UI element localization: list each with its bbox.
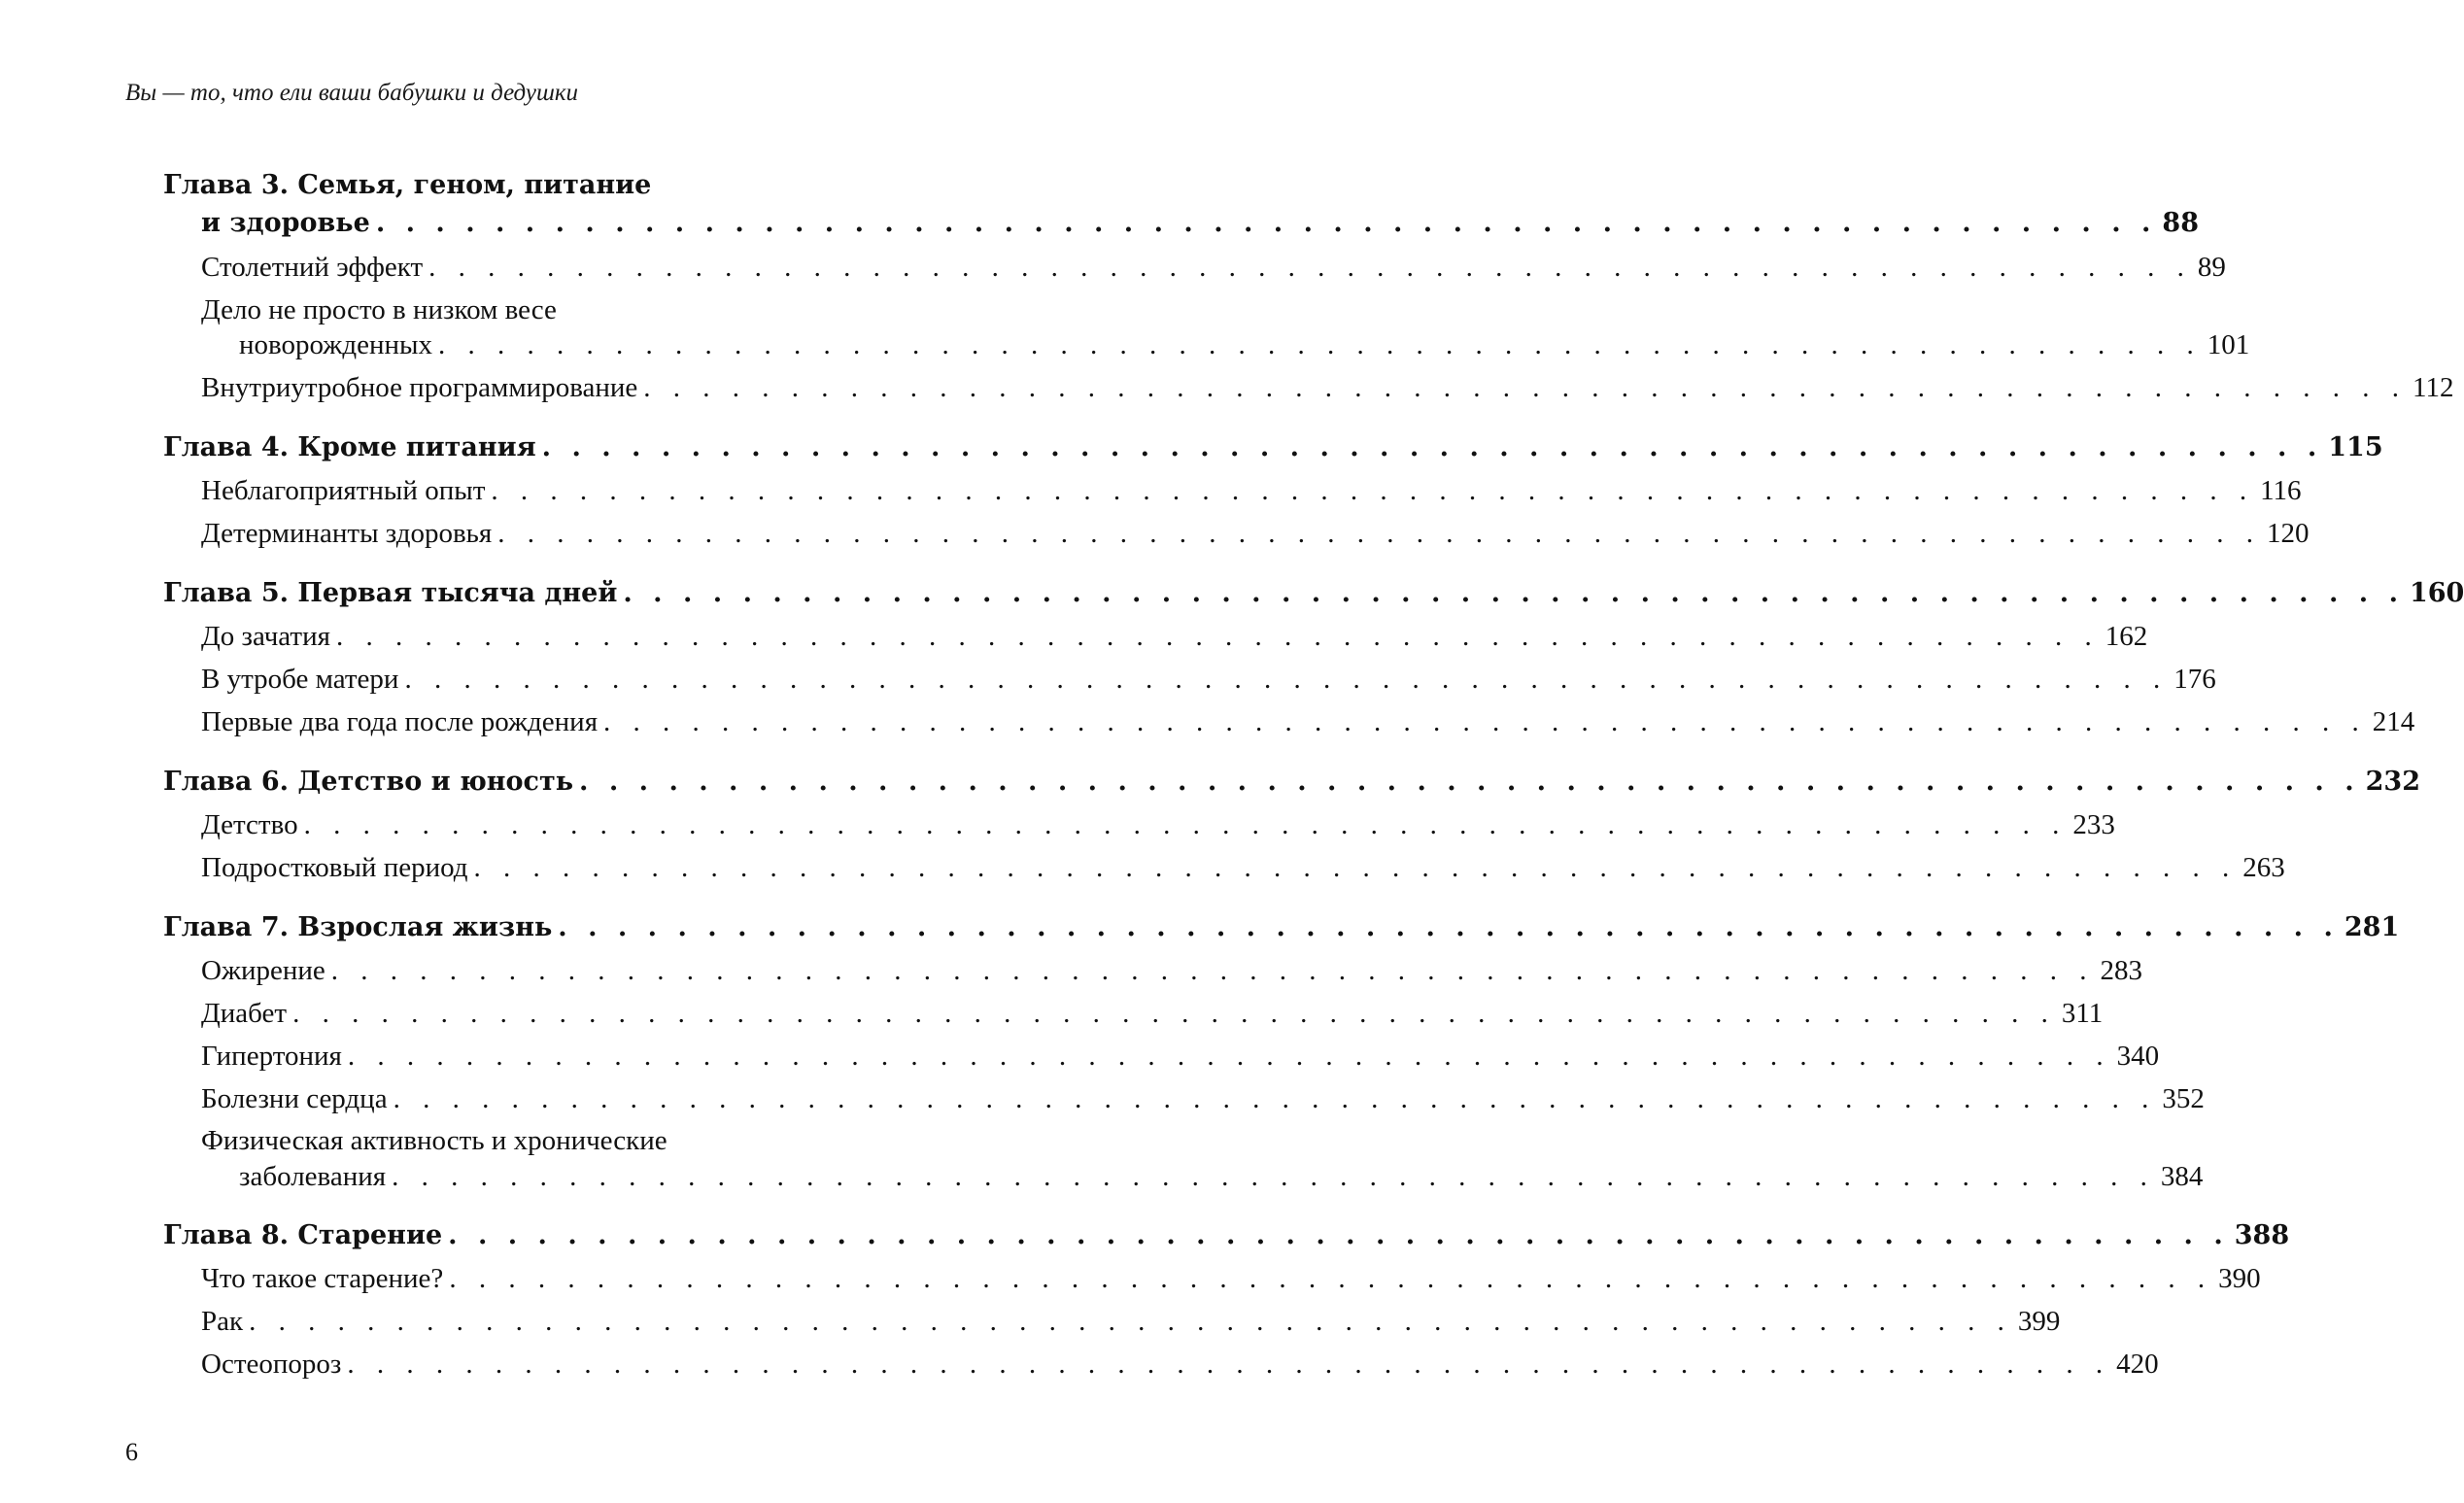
toc-entry-page: 115 (2328, 432, 2383, 462)
toc-entry-title: Гипертония (201, 1041, 342, 1072)
toc-entry-title: Болезни сердца (201, 1083, 388, 1114)
toc-entry-title: До зачатия (201, 621, 330, 652)
toc-entry-page: 232 (2365, 767, 2421, 797)
toc-section[interactable] (201, 953, 2143, 988)
toc-entry-page: 340 (2116, 1041, 2160, 1072)
toc-entry-title: Глава 5. Первая тысяча дней (163, 578, 618, 608)
toc-entry-title: Физическая активность и хронические (201, 1125, 667, 1156)
dot-leader: . . . . . . . . . . . . . . . . . . . . . . . . . . . . . . . . . . . . . . . . . . . . . . . . . . . . . . . . . . . . (558, 912, 2339, 942)
toc-section[interactable] (201, 704, 2415, 739)
toc-chapter-3[interactable] (201, 206, 2199, 241)
toc-section[interactable] (201, 1347, 2159, 1382)
toc-entry-title: Глава 4. Кроме питания (163, 432, 536, 462)
dot-leader: . . . . . . . . . . . . . . . . . . . . . . . . . . . . . . . . . . . . . . . . . . . . . . . . . . . . . . . . . . . . (603, 706, 2367, 737)
toc-entry-page: 162 (2105, 621, 2148, 652)
toc-entry-title: Глава 6. Детство и юность (163, 767, 574, 797)
toc-entry-title: Глава 8. Старение (163, 1220, 443, 1250)
page-number: 6 (125, 1438, 138, 1466)
dot-leader: . . . . . . . . . . . . . . . . . . . . . . . . . . . . . . . . . . . . . . . . . . . . . . . . . . . . . . . . . . . . (473, 852, 2238, 883)
toc-entry-page: 120 (2267, 518, 2310, 549)
running-head: Вы — то, что ели ваши бабушки и дедушки (125, 80, 579, 106)
dot-leader: . . . . . . . . . . . . . . . . . . . . . . . . . . . . . . . . . . . . . . . . . . . . . . . . . . . . . . . . . . . . (449, 1263, 2213, 1294)
toc-entry-title: Остеопороз (201, 1349, 342, 1380)
dot-leader: . . . . . . . . . . . . . . . . . . . . . . . . . . . . . . . . . . . . . . . . . . . . . . . . . . . . . . . . . . . . (347, 1349, 2111, 1380)
toc-entry-page: 390 (2218, 1263, 2261, 1294)
toc-entry-page: 263 (2242, 852, 2285, 883)
toc-section[interactable] (201, 850, 2285, 885)
toc-entry-page: 112 (2413, 372, 2454, 403)
toc-entry-page: 384 (2160, 1161, 2204, 1192)
toc-entry-title: Первые два года после рождения (201, 706, 599, 737)
toc-chapter-4[interactable] (163, 430, 2383, 465)
toc-entry-page: 420 (2116, 1349, 2159, 1380)
dot-leader: . . . . . . . . . . . . . . . . . . . . . . . . . . . . . . . . . . . . . . . . . . . . . . . . . . . . . . . . . . . . (437, 329, 2202, 360)
toc-section[interactable] (201, 996, 2104, 1031)
toc-entry-page: 388 (2234, 1220, 2290, 1250)
toc-entry-page: 89 (2197, 252, 2226, 283)
toc-section[interactable] (201, 662, 2216, 697)
toc-section[interactable] (201, 1261, 2261, 1296)
toc-section[interactable] (201, 370, 2454, 405)
toc-entry-title: Ожирение (201, 955, 325, 986)
toc-entry-title: В утробе матери (201, 664, 399, 695)
toc-section[interactable] (201, 807, 2115, 842)
toc-entry-title: Неблагоприятный опыт (201, 475, 486, 506)
toc-section[interactable] (201, 1081, 2205, 1116)
dot-leader: . . . . . . . . . . . . . . . . . . . . . . . . . . . . . . . . . . . . . . . . . . . . . . . . . . . . . . . . . . . . (497, 518, 2261, 549)
dot-leader: . . . . . . . . . . . . . . . . . . . . . . . . . . . . . . . . . . . . . . . . . . . . . . . . . . . . . . . . . . . . (491, 475, 2255, 506)
dot-leader: . . . . . . . . . . . . . . . . . . . . . . . . . . . . . . . . . . . . . . . . . . . . . . . . . . . . . . . . . . . . (404, 664, 2169, 695)
toc-section[interactable] (201, 619, 2148, 654)
dot-leader: . . . . . . . . . . . . . . . . . . . . . . . . . . . . . . . . . . . . . . . . . . . . . . . . . . . . . . . . . . . . (375, 208, 2157, 238)
toc-entry-page: 233 (2072, 809, 2115, 840)
toc-section-title-line[interactable] (201, 1123, 667, 1158)
dot-leader: . . . . . . . . . . . . . . . . . . . . . . . . . . . . . . . . . . . . . . . . . . . . . . . . . . . . . . . . . . . . (541, 432, 2323, 462)
toc-section-title-line[interactable] (201, 292, 557, 327)
toc-entry-page: 116 (2260, 475, 2302, 506)
dot-leader: . . . . . . . . . . . . . . . . . . . . . . . . . . . . . . . . . . . . . . . . . . . . . . . . . . . . . . . . . . . . (579, 767, 2360, 797)
toc-entry-title: Что такое старение? (201, 1263, 444, 1294)
dot-leader: . . . . . . . . . . . . . . . . . . . . . . . . . . . . . . . . . . . . . . . . . . . . . . . . . . . . . . . . . . . . (249, 1306, 2012, 1337)
toc-section[interactable] (201, 1039, 2160, 1074)
toc-entry-page: 281 (2344, 912, 2400, 942)
toc-section[interactable] (201, 250, 2226, 285)
toc-entry-page: 176 (2173, 664, 2216, 695)
toc-entry-page: 399 (2017, 1306, 2061, 1337)
toc-entry-title: Дело не просто в низком весе (201, 294, 557, 325)
toc-section[interactable] (239, 1159, 2204, 1194)
toc-entry-page: 101 (2207, 329, 2250, 360)
toc-section[interactable] (201, 473, 2302, 508)
toc-chapter-3-title-line[interactable] (163, 168, 651, 203)
dot-leader: . . . . . . . . . . . . . . . . . . . . . . . . . . . . . . . . . . . . . . . . . . . . . . . . . . . . . . . . . . . . (393, 1083, 2157, 1114)
toc-chapter-5[interactable] (163, 576, 2464, 611)
dot-leader: . . . . . . . . . . . . . . . . . . . . . . . . . . . . . . . . . . . . . . . . . . . . . . . . . . . . . . . . . . . . (347, 1041, 2111, 1072)
toc-entry-title: Глава 3. Семья, геном, питание (163, 170, 652, 200)
toc-entry-title: Детство (201, 809, 298, 840)
toc-entry-page: 283 (2100, 955, 2143, 986)
dot-leader: . . . . . . . . . . . . . . . . . . . . . . . . . . . . . . . . . . . . . . . . . . . . . . . . . . . . . . . . . . . . (428, 252, 2192, 283)
toc-entry-title: Детерминанты здоровья (201, 518, 493, 549)
dot-leader: . . . . . . . . . . . . . . . . . . . . . . . . . . . . . . . . . . . . . . . . . . . . . . . . . . . . . . . . . . . . (335, 621, 2100, 652)
toc-entry-page: 214 (2372, 706, 2415, 737)
toc-chapter-8[interactable] (163, 1218, 2290, 1253)
toc-section[interactable] (239, 327, 2250, 362)
toc-chapter-6[interactable] (163, 765, 2421, 800)
toc-entry-title: и здоровье (201, 208, 370, 238)
dot-leader: . . . . . . . . . . . . . . . . . . . . . . . . . . . . . . . . . . . . . . . . . . . . . . . . . . . . . . . . . . . . (330, 955, 2095, 986)
toc-section[interactable] (201, 516, 2310, 551)
toc-entry-page: 352 (2162, 1083, 2205, 1114)
toc-entry-page: 88 (2162, 208, 2199, 238)
dot-leader: . . . . . . . . . . . . . . . . . . . . . . . . . . . . . . . . . . . . . . . . . . . . . . . . . . . . . . . . . . . . (448, 1220, 2229, 1250)
dot-leader: . . . . . . . . . . . . . . . . . . . . . . . . . . . . . . . . . . . . . . . . . . . . . . . . . . . . . . . . . . . . (303, 809, 2068, 840)
toc-chapter-7[interactable] (163, 910, 2400, 945)
toc-entry-title: заболевания (239, 1161, 387, 1192)
toc-entry-title: Столетний эффект (201, 252, 424, 283)
toc-entry-title: Рак (201, 1306, 244, 1337)
toc-entry-title: Глава 7. Взрослая жизнь (163, 912, 553, 942)
toc-entry-page: 160 (2409, 578, 2464, 608)
toc-entry-page: 311 (2061, 998, 2104, 1029)
toc-entry-title: Внутриутробное программирование (201, 372, 638, 403)
toc-entry-title: Диабет (201, 998, 288, 1029)
dot-leader: . . . . . . . . . . . . . . . . . . . . . . . . . . . . . . . . . . . . . . . . . . . . . . . . . . . . . . . . . . . . (643, 372, 2408, 403)
toc-section[interactable] (201, 1304, 2061, 1339)
dot-leader: . . . . . . . . . . . . . . . . . . . . . . . . . . . . . . . . . . . . . . . . . . . . . . . . . . . . . . . . . . . . (392, 1161, 2155, 1192)
dot-leader: . . . . . . . . . . . . . . . . . . . . . . . . . . . . . . . . . . . . . . . . . . . . . . . . . . . . . . . . . . . . (292, 998, 2056, 1029)
dot-leader: . . . . . . . . . . . . . . . . . . . . . . . . . . . . . . . . . . . . . . . . . . . . . . . . . . . . . . . . . . . . (623, 578, 2404, 608)
toc-entry-title: новорожденных (239, 329, 432, 360)
toc-entry-title: Подростковый период (201, 852, 468, 883)
